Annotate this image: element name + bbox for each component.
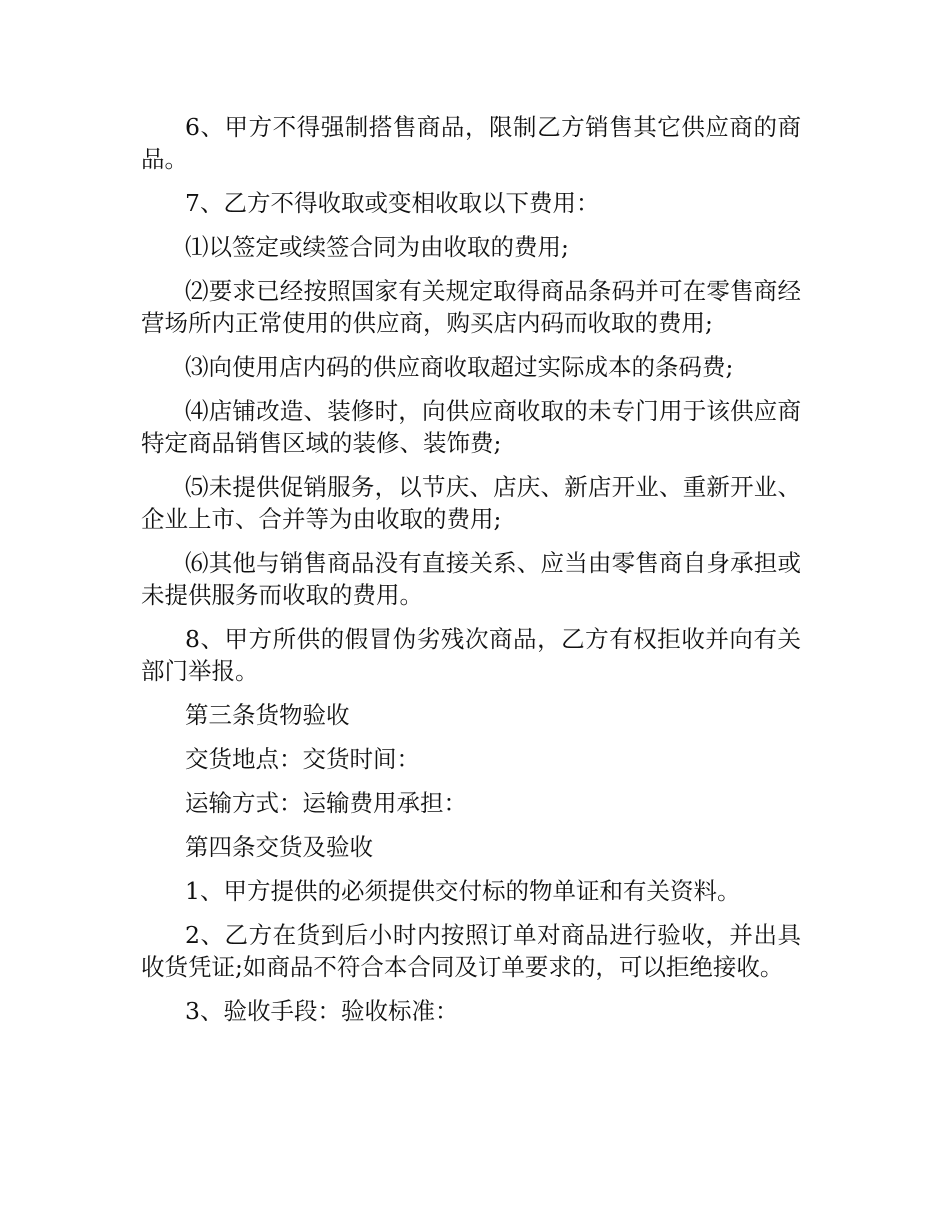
fee-item-6: ⑹其他与销售商品没有直接关系、应当由零售商自身承担或未提供服务而收取的费用。: [141, 549, 801, 609]
fee-item-3: ⑶向使用店内码的供应商收取超过实际成本的条码费;: [185, 353, 734, 381]
acceptance-item-2: 2、乙方在货到后小时内按照订单对商品进行验收，并出具收货凭证;如商品不符合本合同及订单要求的，可以拒绝接收。: [141, 921, 801, 981]
clause-8-paragraph: 8、甲方所供的假冒伪劣残次商品，乙方有权拒收并向有关部门举报。: [141, 625, 801, 685]
article-4-heading: 第四条交货及验收: [185, 833, 373, 861]
acceptance-item-3: 3、验收手段：验收标准：: [185, 997, 459, 1025]
clause-7-paragraph: 7、乙方不得收取或变相收取以下费用：: [185, 189, 600, 217]
article-3-heading: 第三条货物验收: [185, 701, 350, 729]
acceptance-item-1: 1、甲方提供的必须提供交付标的物单证和有关资料。: [185, 877, 741, 905]
transport-line: 运输方式：运输费用承担：: [185, 789, 467, 817]
fee-item-5: ⑸未提供促销服务，以节庆、店庆、新店开业、重新开业、企业上市、合并等为由收取的费用;: [141, 473, 801, 533]
fee-item-4: ⑷店铺改造、装修时，向供应商收取的未专门用于该供应商特定商品销售区域的装修、装饰费;: [141, 397, 801, 457]
delivery-place-time-line: 交货地点：交货时间：: [185, 745, 420, 773]
document-body: [141, 111, 801, 1027]
fee-item-1: ⑴以签定或续签合同为由收取的费用;: [185, 233, 569, 261]
clause-6-paragraph: 6、甲方不得强制搭售商品，限制乙方销售其它供应商的商品。: [141, 113, 801, 173]
fee-item-2: ⑵要求已经按照国家有关规定取得商品条码并可在零售商经营场所内正常使用的供应商，购买店内码而收取的费用;: [141, 277, 801, 337]
